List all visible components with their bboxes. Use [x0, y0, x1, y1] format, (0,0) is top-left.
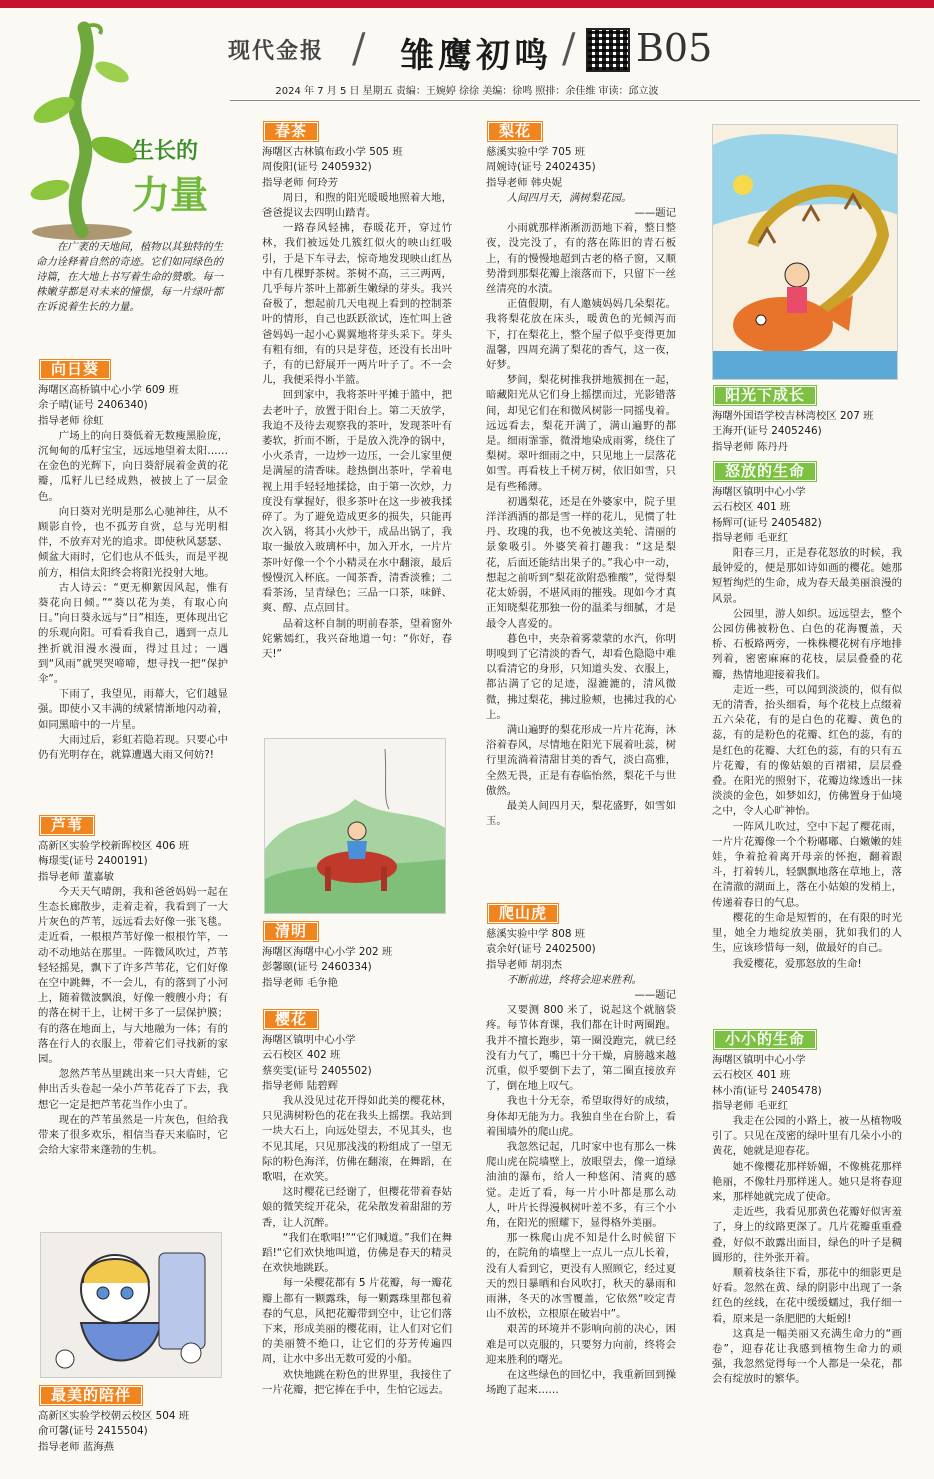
school: 高新区实验学校朝云校区 504 班 [38, 1410, 190, 1423]
school: 海曙区海曙中心小学 202 班 [262, 946, 393, 959]
teacher: 指导老师 毛亚红 [712, 1099, 789, 1112]
article-title: 向日葵 [40, 360, 110, 379]
slash-divider: / [352, 26, 366, 72]
author: 杨辉可(证号 2405482) [712, 516, 822, 529]
paragraph: 广场上的向日葵低着无数瘦黑脸庞，沉甸甸的瓜籽宝宝，远远地望着太阳……在金色的光辉下，向日葵舒展着金黄的花瓣，瓜籽儿已经成熟，被披上了一层金色。 [38, 429, 228, 503]
paragraph: 小雨就那样淅淅沥沥地下着，整日整夜，没完没了，有的落在陈旧的青石板上，有的慢慢地超到古老的格子窗，又顺势滑到那梨花瓣上滚落而下，只留下一丝丝清亮的水渍。 [486, 222, 676, 296]
article-chuncha [262, 116, 452, 734]
paragraph: “我们在歌唱!”“它们喊道。”我们在舞蹈!“它们欢快地叫道，仿佛是春天的精灵在欢快地跳跃。 [262, 1231, 452, 1275]
paragraph: 这真是一幅美丽又充满生命力的“画卷”，迎春花让我感到植物生命力的顽强，我忽然觉得每一个人都是一朵花，都会有绽放时的繁华。 [712, 1327, 902, 1386]
paragraph: 初遇梨花，还是在外婆家中，院子里洋洋洒洒的都是雪一样的花儿，见惯了牡丹、玫瑰的我，也不免被这美轮、清丽的景象吸引。外婆笑着打趣我：“这是梨花，后面还能结出果子的。”我心中一动，想起之前听到“梨花欲附恐雅酸”，觉得梨花太娇弱，不堪风雨的摧残。现如今才真正知晓梨花那独一份的温柔与细腻，才是最令人喜爱的。 [486, 495, 676, 630]
school: 慈溪实验中学 705 班 [486, 146, 586, 159]
article-zuimei [38, 1380, 238, 1456]
teacher: 指导老师 韩央妮 [486, 176, 563, 189]
school: 海曙区高桥镇中心小学 609 班 [38, 384, 179, 397]
beanstalk-illustration [20, 18, 225, 240]
article-papashan [486, 898, 676, 1456]
teacher: 指导老师 董嘉敏 [38, 870, 115, 883]
article-title: 樱花 [264, 1010, 318, 1029]
paragraph: 走近些，我看见那黄色花瓣好似害羞了，身上的纹路更深了。几片花瓣重重叠叠，好似不敢露出面目，绿色的叶子是稠圆形的，往外张开着。 [712, 1206, 902, 1264]
article-lihua [486, 116, 676, 896]
school: 高新区实验学校新晖校区 406 班 [38, 840, 190, 853]
epigraph-cite: ——题记 [634, 207, 676, 220]
article-nufang [712, 456, 902, 1022]
paragraph: 梦间，梨花树推我拼地簇拥在一起，暗藏阳光从它们身上摇摆而过，光影错落间，却见它们在和微风树影一同摇曳着。远远看去，梨花开满了，满山遍野的都是。细雨霏霏，微滑地染成雨雾，绕住了梨树。翠叶细雨之中，只见地上一层落花如雪。再看枝上千树万树，依旧如雪，只是有些稀薄。 [486, 374, 676, 493]
teacher: 指导老师 胡羽杰 [486, 958, 563, 971]
teacher: 指导老师 蓝海燕 [38, 1440, 115, 1453]
teacher: 指导老师 陆碧辉 [262, 1079, 339, 1092]
painting-growth [712, 124, 898, 380]
paragraph: 品着这杯自制的明前春茶，望着窗外姹紫嫣红，我兴奋地道一句：“你好，春天!” [262, 617, 452, 660]
top-red-bar [0, 0, 934, 8]
brand-name: 现代金报 [228, 39, 325, 64]
article-title: 阳光下成长 [714, 386, 816, 405]
paragraph: 樱花的生命是短暂的，在有限的时光里，她全力地绽放美丽，犹如我们的人生，应该珍惜每一刻，做最好的自己。 [712, 911, 902, 955]
article-title: 怒放的生命 [714, 462, 816, 481]
school: 云石校区 401 班 [712, 501, 791, 514]
school: 海曙外国语学校吉林湾校区 207 班 [712, 410, 874, 423]
article-title: 梨花 [488, 122, 542, 141]
qr-code-icon[interactable] [586, 28, 630, 72]
dateline: 2024 年 7 月 5 日 星期五 责编：王婉婷 徐徐 美编：徐鸣 照排：余佳维 审读：邱立波 [275, 86, 659, 97]
intro-text: 在广袤的天地间，植物以其独特的生命力诠释着自然的奇迹。它们如同绿色的诗篇，在大地上书写着生命的赞歌。每一株嫩芽都是对未来的憧憬，每一片绿叶都在诉说着生长的力量。 [36, 241, 224, 313]
paragraph: 欢快地跳在粉色的世界里，我接住了一片花瓣，把它捧在手中，生怕它远去。 [262, 1368, 452, 1396]
paragraph: 一路春风轻拂，春暖花开，穿过竹林，我们被远处几簇红似火的映山红吸引，于是下车寻去，惊奇地发现映山红丛中有几棵野茶树。茶树不高，三三两两，几乎每片茶叶上都新生嫩绿的芽头。我兴奋极了，想起前几天电视上看到的控制茶叶的情形，自己也跃跃欲试，连忙叫上爸爸妈妈一起小心翼翼地将芽头采下。芽头有粗有细，有的只是芽苞，还没有长出叶子，有的已舒展开一两片叶子了。不一会儿，我便采得小半篮。 [262, 222, 452, 387]
header-rule [230, 100, 920, 101]
intro-title-small: 生长的 [132, 139, 199, 164]
teacher: 指导老师 陈丹丹 [712, 440, 789, 453]
painting-accompaniment [40, 1232, 222, 1378]
paragraph: 阳春三月，正是春花怒放的时候，我最钟爱的，便是那如诗如画的樱花。她那短暂绚烂的生命，成为春天最美丽浪漫的风景。 [712, 547, 902, 605]
school: 云石校区 401 班 [712, 1069, 791, 1082]
school: 慈溪实验中学 808 班 [486, 928, 586, 941]
school: 海曙区镇明中心小学 [712, 1054, 806, 1067]
paragraph: 我从没见过花开得如此美的樱花林，只见满树粉色的花在我头上摇摆。我站到一块大石上，向远处望去，不见其头，也不见其尾，只见那浅浅的粉组成了一望无际的粉色海洋，仿佛在翻滚，在舞蹈，在歌唱，在欢笑。 [262, 1095, 452, 1184]
article-qingming [262, 916, 452, 1002]
article-xiaoxiao [712, 1024, 902, 1456]
paragraph: 满山遍野的梨花形成一片片花海，沐浴着春风，尽情地在阳光下展着吐蕊，树行里流淌着清甜甘美的香气，淡白高雅，全然无畏，正是有春临怡然，梨花千与世傲然。 [486, 723, 676, 797]
paragraph: 每一朵樱花都有 5 片花瓣，每一瓣花瓣上都有一颗露珠，每一颗露珠里都包着春的气息，风把花瓣带到空中，让它们落下来，形成美丽的樱花雨，让人们对它们的美丽赞不绝口，让它们的芬芳传遍四周，让水中多出无数可爱的小船。 [262, 1277, 452, 1366]
slash-divider: / [562, 26, 576, 72]
paragraph: 我也十分无奈，希望取得好的成绩，身体却无能为力。我独自坐在台阶上，看着围墙外的爬山虎。 [486, 1095, 676, 1138]
author: 周俊阳(证号 2405932) [262, 161, 372, 174]
article-luwei [38, 810, 228, 1224]
paragraph: 忽然芦苇丛里跳出来一只大青蛙，它伸出舌头卷起一朵小芦苇花吞了下去，我想它一定是把芦苇花当作小虫了。 [38, 1068, 228, 1111]
paragraph: 周日，和煦的阳光暖暖地照着大地，爸爸提议去四明山踏青。 [262, 191, 452, 220]
author: 王海开(证号 2405246) [712, 425, 822, 438]
paragraph: 今天天气晴朗，我和爸爸妈妈一起在生态长廊散步，走着走着，我看到了一大片灰色的芦苇，远远看去好像一张飞毯。走近看，一根根芦苇好像一根根竹竿，一动不动地站在那里。一阵微风吹过，芦苇轻轻摇晃，飘下了许多芦苇花，它们好像在空中跳舞，不一会儿，有的落到了小河上，随着微波飘浪，好像一艘艘小舟；有的落在树干上，让树干多了一层保护膜；有的落在地面上，与大地融为一体；有的落在行人的衣服上，带着它们寻找新的家园。 [38, 885, 228, 1066]
paragraph: 艰苦的环境并不影响向前的决心，困难是可以克服的，只要努力向前，终将会迎来胜利的曙光。 [486, 1323, 676, 1366]
school: 海曙区镇明中心小学 [262, 1034, 356, 1047]
paragraph: 现在的芦苇虽然是一片灰色，但给我带来了很多欢乐，相信当春天来临时，它会给大家带来蓬勃的生机。 [38, 1113, 228, 1157]
author: 俞可馨(证号 2415504) [38, 1425, 148, 1438]
school: 云石校区 402 班 [262, 1049, 341, 1062]
paragraph: 在这些绿色的回忆中，我重新回到操场跑了起来…… [486, 1369, 676, 1397]
article-title: 春茶 [264, 122, 318, 141]
article-title: 最美的陪伴 [40, 1386, 142, 1405]
author: 彭馨颐(证号 2460334) [262, 961, 372, 974]
school: 海曙区古林镇布政小学 505 班 [262, 146, 403, 159]
article-title: 清明 [264, 922, 318, 941]
paragraph: 正值假期，有人邀姨妈妈几朵梨花。我将梨花放在床头，暖黄色的光倾泻而下，打在梨花上，整个屋子似乎变得更加温馨，四周充满了梨花的香气，这一夜，好梦。 [486, 298, 676, 372]
epigraph-cite: ——题记 [634, 989, 676, 1002]
teacher: 指导老师 毛争艳 [262, 976, 339, 989]
paragraph: 我走在公园的小路上，被一丛植物吸引了。只见在茂密的绿叶里有几朵小小的黄花，她就是迎春花。 [712, 1115, 902, 1158]
paragraph: 那一株爬山虎不知是什么时候留下的，在院角的墙壁上一点儿一点儿长着，没有人看到它，更没有人照顾它，经过夏天的烈日暴晒和台风吹打，秋天的暴雨和雨淋，冬天的冰雪覆盖，它依然“咬定青山不放松，立根原在破岩中”。 [486, 1232, 676, 1321]
paragraph: 向日葵对光明是那么心驰神往，从不顾影自怜，也不孤芳自赏，总与光明相伴，不放弃对光的追求。即使秋风瑟瑟、倾盆大雨时，它们也从不低头，而是平视前方，相信太阳终会将阳光投射大地。 [38, 505, 228, 579]
school: 海曙区镇明中心小学 [712, 486, 806, 499]
author: 林小淯(证号 2405478) [712, 1084, 822, 1097]
author: 袁余好(证号 2402500) [486, 943, 596, 956]
paragraph: 回到家中，我将茶叶平摊于篮中，把去老叶子，放置于阳台上。第二天放学，我迫不及待去观察我的茶叶，发现茶叶有萎软，折而不断，于是放入洗净的锅中，小火杀青，一边炒一边压，一会儿家里便是满屋的清香味。趁热倒出茶叶，学着电视上用手轻轻地揉捻，由于第一次炒，力度没有掌握好，很多茶叶在这一步被我揉碎了。为了避免造成更多的损失，只能再次入锅，将其小火炒干，成品出锅了，我取一撮放入玻璃杯中，加入开水，一片片茶叶好像一个个小精灵在水中翻滚，最后慢慢沉入杯底。一闻茶香，清香淡雅；二看茶汤，呈青绿色；三品一口茶，味鲜、爽、醇、点点回甘。 [262, 389, 452, 615]
intro-title-big: 力量 [132, 173, 209, 217]
teacher: 指导老师 徐虹 [38, 414, 104, 427]
page-number: B05 [636, 26, 713, 70]
section-title: 雏鹰初鸣 [400, 36, 552, 76]
article-title: 爬山虎 [488, 904, 558, 923]
article-title: 芦苇 [40, 816, 94, 835]
paragraph: 大雨过后，彩虹若隐若现。只要心中仍有光明存在，就算遭遇大雨又何妨?! [38, 733, 228, 762]
paragraph: 我忽然记起，几时家中也有那么一株爬山虎在院墙壁上，放眼望去，像一道绿油油的瀑布，给人一种悠闲、清爽的感觉。走近了看，每一片小叶都是那么动人，叶片长得漫枫树叶差不多，有三个小角，在阳光的照耀下，显得格外美丽。 [486, 1141, 676, 1230]
paragraph: 公园里，游人如织。远远望去，整个公园仿佛被粉色、白色的花海覆盖，天桥、石板路两旁，一株株樱花树有序地排列着，密密麻麻的花枝，层层叠叠的花瓣，热情地迎接着我们。 [712, 607, 902, 681]
paragraph: 她不像樱花那样娇媚，不像桃花那样艳丽，不像牡丹那样迷人。她只是将春迎来，那样她就完成了使命。 [712, 1160, 902, 1204]
paragraph: 下雨了，我望见，雨幕大，它们越显强。即使小又丰满的绒紧情渐地闪动着，如同黑暗中的一片星。 [38, 688, 228, 731]
teacher: 指导老师 何玲芳 [262, 176, 339, 189]
paragraph: 又要测 800 米了，说起这个就脑袋疼。每节体育课，我们都在计时两圈跑。我并不擅长跑步，第一圈没跑完，就已经没有力气了，嘴巴十分干燥，肩膀越来越沉重，似乎要倒下去了，第二圈直接放弃了，倒在地上叹气。 [486, 1004, 676, 1093]
painting-qingming [264, 738, 446, 914]
author: 余子晴(证号 2406340) [38, 399, 148, 412]
article-yinghua [262, 1004, 452, 1456]
paragraph: 一阵风儿吹过，空中下起了樱花雨，一片片花瓣像一个个粉嘟嘟、白嫩嫩的娃娃，争着抢着离开母亲的怀抱，翻着跟斗，打着转儿，轻飘飘地落在草地上，落在清澈的湖面上，落在小姑娘的发梢上，传递着春日的气息。 [712, 820, 902, 909]
paragraph: 古人诗云：“更无柳絮因风起，惟有葵花向日倾。”“葵以花为美，有取心向日。”向日葵永远与“日”相连，更体现出它的乐观向阳。可看看我自己，遇到一点儿挫折就泪漫水漫面，得过且过；一遇到“风雨”就哭哭啼啼，想寻找一把“保护伞”。 [38, 581, 228, 686]
article-xiangrikui [38, 354, 228, 874]
epigraph: 人间四月天，满树梨花园。 [506, 191, 632, 204]
paragraph: 暮色中，夹杂着雾蒙蒙的水汽，你明明嗅到了它清淡的香气，却看色隐隐中难以看清它的身形，只知道头发、衣服上，都沾满了它的足迹，湿漉漉的，清风微微，拂过梨花，拂过脸颊，也拂过我的心上。 [486, 632, 676, 721]
article-title: 小小的生命 [714, 1030, 816, 1049]
author: 蔡奕雯(证号 2405502) [262, 1064, 372, 1077]
author: 梅璟雯(证号 2400191) [38, 855, 148, 868]
article-yangguang [712, 380, 912, 454]
epigraph: 不断前进，终将会迎来胜利。 [506, 973, 642, 986]
paragraph: 最美人间四月天，梨花盛野，如雪如玉。 [486, 799, 676, 828]
paragraph: 这时樱花已经谢了，但樱花带着春姑娘的微笑绽开花朵，花朵散发着甜甜的芳香，让人沉醉。 [262, 1186, 452, 1229]
paragraph: 顺着枝条往下看，那花中的细影更是好看。忽然在黄、绿的阴影中出现了一条红色的丝线，在花中缓缓蠕过，我仔细一看，原来是一条肥肥的大蚯蚓! [712, 1267, 902, 1325]
author: 周婉诗(证号 2402435) [486, 161, 596, 174]
paragraph: 我爱樱花，爱那怒放的生命! [732, 957, 862, 970]
teacher: 指导老师 毛亚红 [712, 531, 789, 544]
paragraph: 走近一些，可以闻到淡淡的，似有似无的清香，抬头细看，每个花枝上点缀着五六朵花，有的是白色的花瓣、黄色的蕊，有的是粉色的花瓣、红色的蕊，有的是红色的花瓣、大红色的蕊，有的只有五片花瓣，有的像姑娘的百褶裙，层层叠叠。在阳光的照射下，花瓣边缘透出一抹淡淡的金色，如梦如幻，仿佛置身于仙境之中，令人心旷神怡。 [712, 683, 902, 818]
